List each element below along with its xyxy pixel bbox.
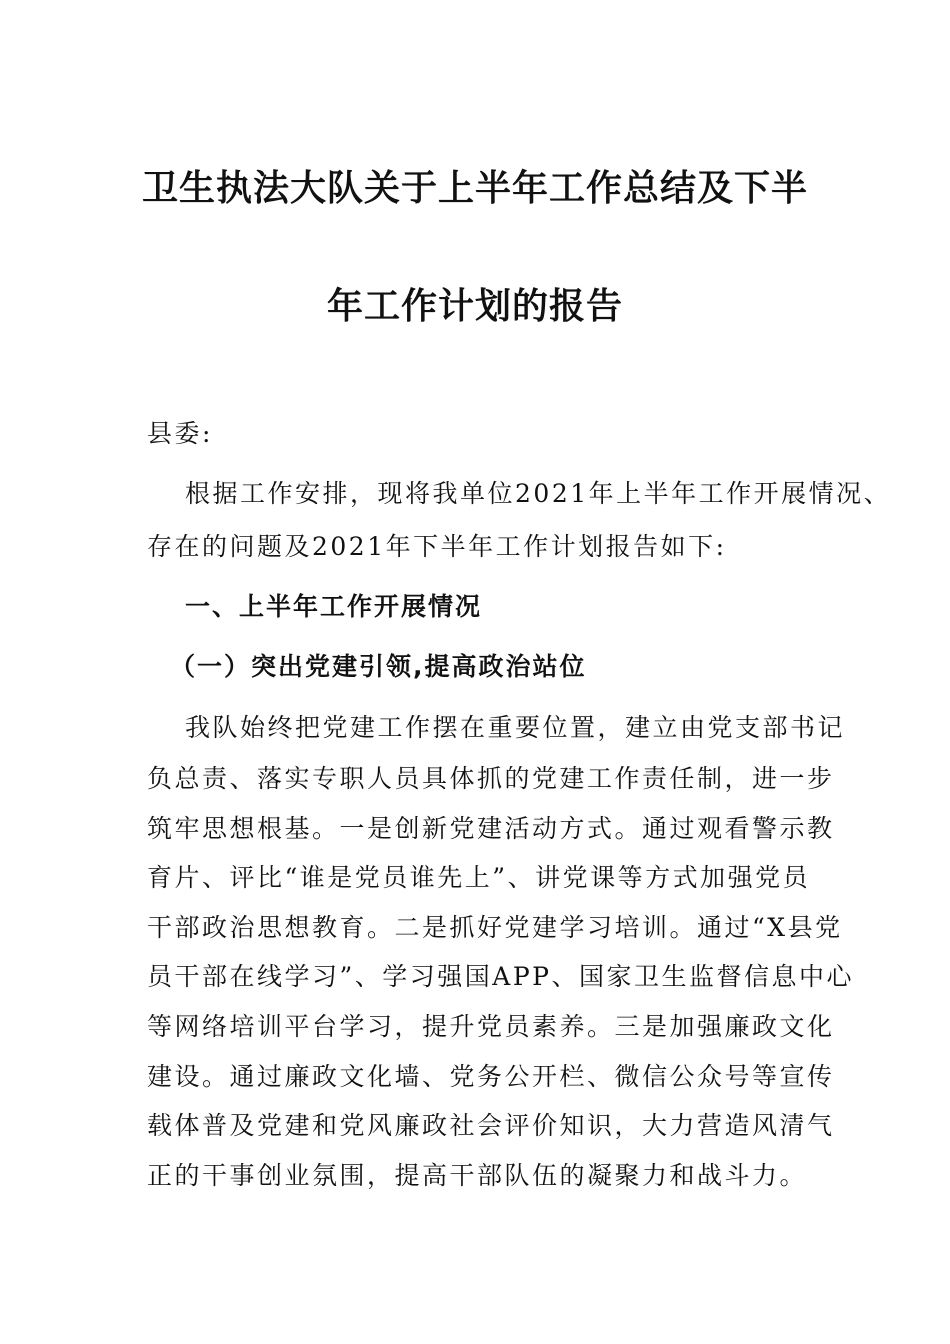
- body-line-9: 载体普及党建和党风廉政社会评价知识，大力营造风清气: [147, 1111, 835, 1140]
- body-line-3: 筑牢思想根基。一是创新党建活动方式。通过观看警示教: [147, 814, 835, 843]
- intro-line-1: 根据工作安排，现将我单位2021年上半年工作开展情况、: [185, 479, 892, 508]
- salutation: 县委:: [147, 419, 213, 448]
- subsection-heading: （一）突出党建引领,提高政治站位: [170, 652, 587, 681]
- body-line-5: 干部政治思想教育。二是抓好党建学习培训。通过“X县党: [147, 913, 843, 942]
- section-heading: 一、上半年工作开展情况: [185, 592, 483, 621]
- body-line-6: 员干部在线学习”、学习强国APP、国家卫生监督信息中心: [147, 962, 854, 991]
- body-line-7: 等网络培训平台学习，提升党员素养。三是加强廉政文化: [147, 1012, 835, 1041]
- body-line-1: 我队始终把党建工作摆在重要位置，建立由党支部书记: [185, 713, 846, 742]
- body-line-4: 育片、评比“谁是党员谁先上”、讲党课等方式加强党员: [147, 863, 811, 892]
- body-line-10: 正的干事创业氛围，提高干部队伍的凝聚力和战斗力。: [147, 1161, 808, 1190]
- intro-line-2: 存在的问题及2021年下半年工作计划报告如下:: [147, 532, 727, 561]
- document-title-line-2: 年工作计划的报告: [326, 286, 623, 327]
- document-title-line-1: 卫生执法大队关于上半年工作总结及下半: [141, 168, 808, 209]
- body-line-8: 建设。通过廉政文化墙、党务公开栏、微信公众号等宣传: [147, 1062, 835, 1091]
- body-line-2: 负总责、落实专职人员具体抓的党建工作责任制，进一步: [147, 764, 835, 793]
